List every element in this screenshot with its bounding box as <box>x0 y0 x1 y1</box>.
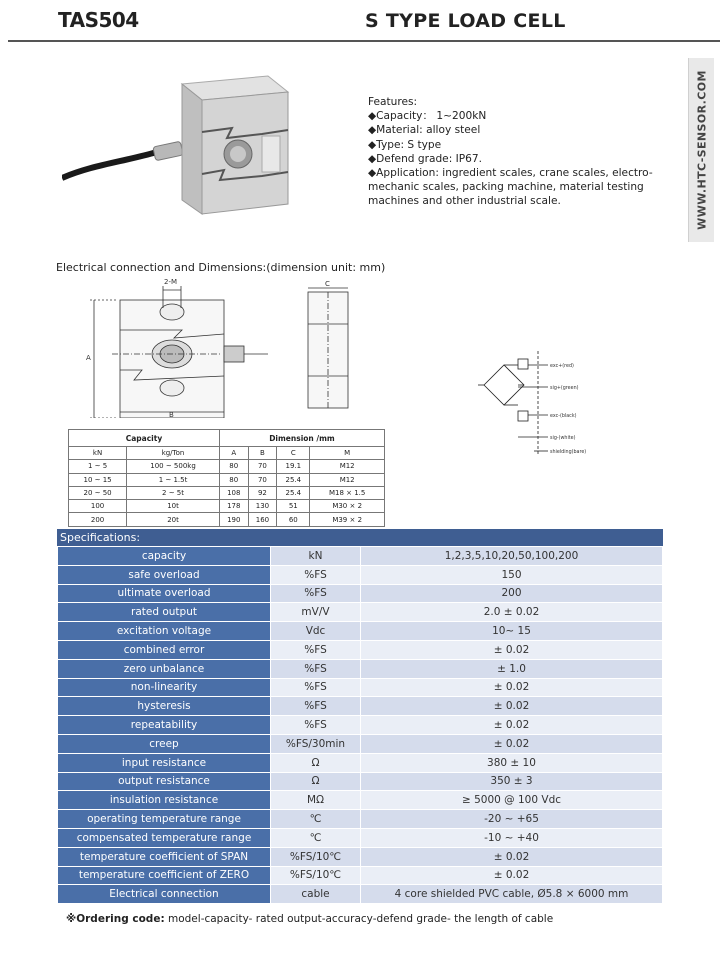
dim-cell: 25.4 <box>277 473 310 486</box>
spec-value: ± 0.02 <box>361 640 663 659</box>
specifications-heading: Specifications: <box>57 529 663 546</box>
features-heading: Features: <box>368 96 418 108</box>
spec-unit: ℃ <box>271 810 361 829</box>
feature-item: ◆Capacity： 1~200kN <box>368 110 487 123</box>
spec-row <box>58 603 663 622</box>
spec-unit: MΩ <box>271 791 361 810</box>
dim-row <box>69 460 385 473</box>
feature-item: ◆Defend grade: IP67. <box>368 152 482 165</box>
spec-value: -20 ~ +65 <box>361 810 663 829</box>
spec-row <box>58 659 663 678</box>
spec-unit: %FS/10℃ <box>271 847 361 866</box>
spec-value: 10~ 15 <box>361 622 663 641</box>
model-number: TAS504 <box>58 8 139 32</box>
spec-row <box>58 584 663 603</box>
feature-item: ◆Type: S type <box>368 138 442 151</box>
spec-row <box>58 565 663 584</box>
spec-unit: %FS <box>271 565 361 584</box>
dim-cell: 190 <box>219 513 248 526</box>
dim-column-header: A <box>219 447 248 460</box>
spec-key: creep <box>58 734 271 753</box>
dim-row <box>69 500 385 513</box>
dim-cell: 19.1 <box>277 460 310 473</box>
spec-key: capacity <box>58 547 271 566</box>
spec-key: temperature coefficient of SPAN <box>58 847 271 866</box>
spec-unit: Ω <box>271 772 361 791</box>
dim-cell: 200 <box>69 513 127 526</box>
dim-cell: 25.4 <box>277 486 310 499</box>
spec-row <box>58 810 663 829</box>
spec-key: compensated temperature range <box>58 828 271 847</box>
dim-column-header: C <box>277 447 310 460</box>
dimension-drawing <box>82 278 372 418</box>
dim-column-header: M <box>310 447 385 460</box>
dim-cell: 1 ~ 1.5t <box>127 473 220 486</box>
dim-cell: 92 <box>248 486 277 499</box>
spec-unit: Ω <box>271 753 361 772</box>
dim-cell: 10t <box>127 500 220 513</box>
spec-row <box>58 866 663 885</box>
feature-item: ◆Material: alloy steel <box>368 124 481 137</box>
dim-cell: 10 ~ 15 <box>69 473 127 486</box>
dim-cell: 51 <box>277 500 310 513</box>
dim-cell: 2 ~ 5t <box>127 486 220 499</box>
spec-value: ± 0.02 <box>361 734 663 753</box>
dim-row <box>69 486 385 499</box>
spec-value: 4 core shielded PVC cable, Ø5.8 × 6000 mm <box>361 885 663 904</box>
spec-row <box>58 753 663 772</box>
drawing-label-b: B <box>169 411 174 418</box>
wire-label: exc-(black) <box>550 414 577 419</box>
dim-cell: M12 <box>310 460 385 473</box>
spec-unit: %FS/30min <box>271 734 361 753</box>
dim-cell: 20t <box>127 513 220 526</box>
spec-value: ± 0.02 <box>361 678 663 697</box>
spec-key: hysteresis <box>58 697 271 716</box>
dim-cell: M39 × 2 <box>310 513 385 526</box>
spec-unit: %FS <box>271 697 361 716</box>
wiring-diagram <box>474 345 604 460</box>
wire-label: sig-(white) <box>550 436 576 441</box>
spec-value: 150 <box>361 565 663 584</box>
dim-cell: 100 <box>69 500 127 513</box>
drawing-label-a: A <box>86 354 91 362</box>
dim-cell: 100 ~ 500kg <box>127 460 220 473</box>
spec-value: 350 ± 3 <box>361 772 663 791</box>
spec-unit: Vdc <box>271 622 361 641</box>
spec-key: input resistance <box>58 753 271 772</box>
spec-value: ± 0.02 <box>361 866 663 885</box>
wire-label: exc+(red) <box>550 364 574 369</box>
ordering-code-label: ※Ordering code: <box>66 913 165 925</box>
spec-key: rated output <box>58 603 271 622</box>
spec-key: Electrical connection <box>58 885 271 904</box>
spec-value: ≥ 5000 @ 100 Vdc <box>361 791 663 810</box>
dim-cell: 130 <box>248 500 277 513</box>
spec-row <box>58 772 663 791</box>
spec-value: 200 <box>361 584 663 603</box>
spec-key: excitation voltage <box>58 622 271 641</box>
website-label: WWW.HTC-SENSOR.COM <box>695 70 708 230</box>
spec-row <box>58 640 663 659</box>
spec-value: ± 1.0 <box>361 659 663 678</box>
dimension-table <box>68 429 385 527</box>
spec-row <box>58 847 663 866</box>
spec-key: output resistance <box>58 772 271 791</box>
dim-group-header: Capacity <box>69 430 220 447</box>
spec-value: ± 0.02 <box>361 847 663 866</box>
spec-unit: %FS/10℃ <box>271 866 361 885</box>
spec-unit: kN <box>271 547 361 566</box>
spec-unit: %FS <box>271 678 361 697</box>
spec-unit: %FS <box>271 716 361 735</box>
spec-value: -10 ~ +40 <box>361 828 663 847</box>
spec-row <box>58 547 663 566</box>
dim-cell: 70 <box>248 473 277 486</box>
spec-value: 2.0 ± 0.02 <box>361 603 663 622</box>
dim-row <box>69 513 385 526</box>
spec-value: ± 0.02 <box>361 716 663 735</box>
spec-row <box>58 791 663 810</box>
dimensions-title: Electrical connection and Dimensions:(dimension unit: mm) <box>56 261 386 274</box>
spec-row <box>58 697 663 716</box>
dim-cell: 160 <box>248 513 277 526</box>
dim-cell: 80 <box>219 473 248 486</box>
dim-cell: 178 <box>219 500 248 513</box>
spec-key: non-linearity <box>58 678 271 697</box>
spec-unit: ℃ <box>271 828 361 847</box>
spec-unit: %FS <box>271 659 361 678</box>
dim-column-header: kN <box>69 447 127 460</box>
wire-label: shielding(bare) <box>550 450 587 455</box>
spec-unit: mV/V <box>271 603 361 622</box>
header-rule <box>8 40 720 42</box>
dim-cell: 1 ~ 5 <box>69 460 127 473</box>
spec-row <box>58 622 663 641</box>
specifications-table <box>57 546 663 904</box>
spec-unit: %FS <box>271 640 361 659</box>
spec-key: insulation resistance <box>58 791 271 810</box>
spec-key: zero unbalance <box>58 659 271 678</box>
spec-row <box>58 678 663 697</box>
spec-value: 1,2,3,5,10,20,50,100,200 <box>361 547 663 566</box>
dim-row <box>69 473 385 486</box>
wire-label: sig+(green) <box>550 386 579 391</box>
spec-unit: %FS <box>271 584 361 603</box>
features-block <box>368 95 668 209</box>
product-photo <box>62 70 292 220</box>
dim-cell: M30 × 2 <box>310 500 385 513</box>
drawing-label-c: C <box>325 280 330 288</box>
website-tab <box>688 58 714 242</box>
spec-key: ultimate overload <box>58 584 271 603</box>
dim-column-header: kg/Ton <box>127 447 220 460</box>
spec-key: safe overload <box>58 565 271 584</box>
spec-value: 380 ± 10 <box>361 753 663 772</box>
spec-row <box>58 734 663 753</box>
ordering-code <box>66 913 553 925</box>
spec-key: temperature coefficient of ZERO <box>58 866 271 885</box>
dim-cell: M12 <box>310 473 385 486</box>
ordering-code-text: model-capacity- rated output-accuracy-defend grade- the length of cable <box>164 913 554 925</box>
spec-key: combined error <box>58 640 271 659</box>
spec-row <box>58 828 663 847</box>
dim-cell: 20 ~ 50 <box>69 486 127 499</box>
specifications-section <box>57 529 663 904</box>
dim-cell: M18 × 1.5 <box>310 486 385 499</box>
dim-cell: 60 <box>277 513 310 526</box>
page-title: S TYPE LOAD CELL <box>365 10 566 32</box>
feature-item: ◆Application: ingredient scales, crane scales, electro-mechanic scales, packing machine, material testing machines and other industrial scale. <box>368 167 653 208</box>
spec-key: operating temperature range <box>58 810 271 829</box>
spec-row <box>58 885 663 904</box>
spec-unit: cable <box>271 885 361 904</box>
drawing-label-m: 2-M <box>164 278 178 286</box>
dim-column-header: B <box>248 447 277 460</box>
dim-cell: 80 <box>219 460 248 473</box>
dim-cell: 108 <box>219 486 248 499</box>
dim-cell: 70 <box>248 460 277 473</box>
dim-group-header: Dimension /mm <box>219 430 384 447</box>
spec-row <box>58 716 663 735</box>
spec-key: repeatability <box>58 716 271 735</box>
spec-value: ± 0.02 <box>361 697 663 716</box>
